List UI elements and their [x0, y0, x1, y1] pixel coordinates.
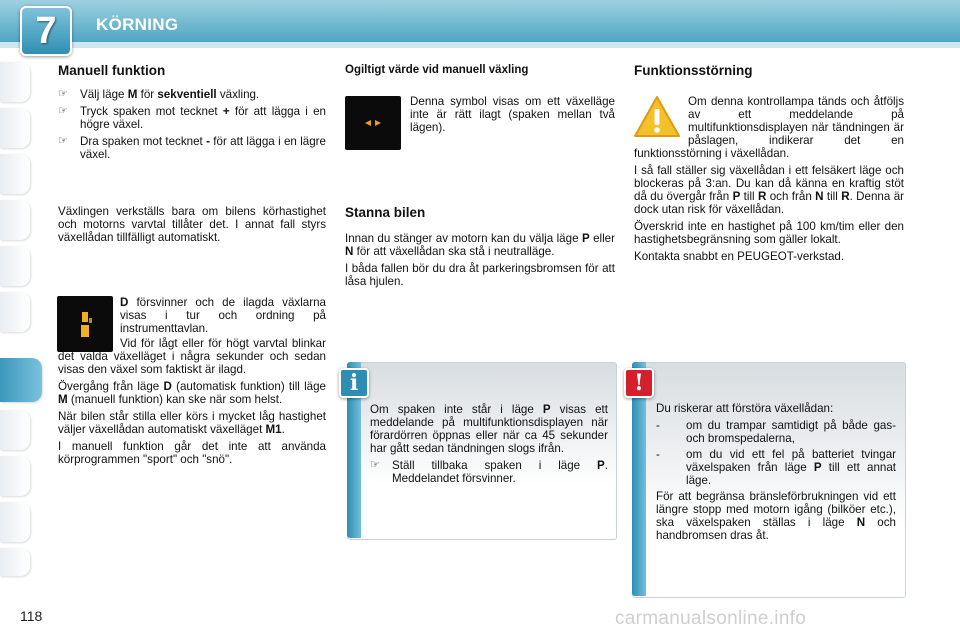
stop-paragraph: Innan du stänger av motorn kan du välja läge P eller N för att växellådan ska stå i neutralläge.: [345, 232, 615, 258]
side-tab-5[interactable]: [0, 246, 30, 286]
bold-term: P: [581, 232, 590, 245]
programs-paragraph: I manuell funktion går det inte att använda körprogrammen "sport" och "snö".: [58, 440, 326, 466]
info-bullet: [370, 459, 608, 485]
bold-term: M1: [265, 423, 282, 436]
chapter-header-strip: [0, 42, 960, 48]
bold-term: -: [206, 135, 210, 148]
info-icon: i: [339, 368, 369, 398]
hand-pointer-icon: ☞: [370, 459, 380, 471]
section-title-stop: Stanna bilen: [345, 205, 426, 220]
side-tab-1[interactable]: [0, 62, 30, 102]
dash-marker: -: [656, 448, 660, 461]
warning-list-item: [656, 448, 896, 487]
chapter-title: KÖRNING: [96, 15, 179, 34]
text-wrap-spacer: [634, 95, 688, 147]
page-number: 118: [20, 608, 43, 624]
bold-term: P: [813, 461, 822, 474]
side-tab-11[interactable]: [0, 548, 30, 576]
side-tab-3[interactable]: [0, 154, 30, 194]
malfunction-warning-paragraph: [634, 95, 904, 160]
warning-list-item: [656, 419, 896, 445]
info-bullet-text: Ställ tillbaka spaken i läge P. Meddelandet försvinner.: [392, 459, 608, 485]
invalid-symbol-text: Denna symbol visas om ett växelläge inte är rätt ilagt (spaken mellan två lägen).: [410, 95, 615, 134]
bold-term: M: [58, 393, 68, 406]
warning-item-text: om du trampar samtidigt på både gas- och bromspedalerna,: [686, 419, 896, 445]
hand-pointer-icon: ☞: [58, 105, 68, 117]
hand-pointer-icon: ☞: [58, 135, 68, 147]
chapter-number: 7: [35, 9, 57, 52]
section-title-invalid-value: Ogiltigt värde vid manuell växling: [345, 64, 529, 76]
bold-term: sekventiell: [157, 88, 217, 101]
low-speed-paragraph: När bilen står stilla eller körs i mycket låg hastighet väljer växellådan automatiskt växelläget M1.: [58, 410, 326, 436]
bullet-text: Tryck spaken mot tecknet + för att lägga i en högre växel.: [80, 105, 326, 131]
bold-term: M: [127, 88, 138, 101]
bold-term: N: [815, 190, 824, 203]
bold-term: D: [163, 380, 172, 393]
bullet-text: Dra spaken mot tecknet - för att lägga i en lägre växel.: [80, 135, 326, 161]
invalid-gear-symbol-icon: [345, 96, 401, 150]
fuel-saving-paragraph: För att begränsa bränsleförbrukningen vid ett längre stopp med motorn igång (bilköer etc.), ska växelspaken ställas i läge N och handbromsen dras åt.: [656, 490, 896, 542]
bold-term: D: [120, 296, 129, 309]
bold-term: P: [542, 403, 551, 416]
speed-limit-paragraph: Överskrid inte en hastighet på 100 km/tim eller den hastighetsbegränsning som gäller lokalt.: [634, 220, 904, 246]
side-tab-10[interactable]: [0, 502, 30, 542]
warning-item-text: om du vid ett fel på batteriet tvingar växelspaken från läge P till ett annat läge.: [686, 448, 897, 487]
bold-term: +: [222, 105, 230, 118]
manual-paragraph: Växlingen verkställs bara om bilens körhastighet och motorns varvtal tillåter det. I annat fall styrs växellådan tillfälligt automatiskt.: [58, 205, 326, 244]
mode-change-paragraph: Övergång från läge D (automatisk funktion) till läge M (manuell funktion) kan ske när som helst.: [58, 380, 326, 406]
bold-term: P: [732, 190, 741, 203]
bold-term: R: [757, 190, 767, 203]
side-tab-2[interactable]: [0, 108, 30, 148]
side-tab-active[interactable]: [0, 358, 42, 402]
bullet-item: [58, 135, 326, 161]
section-title-manual: Manuell funktion: [58, 63, 166, 78]
hand-pointer-icon: ☞: [58, 88, 68, 100]
side-tab-8[interactable]: [0, 410, 30, 450]
failsafe-paragraph: I så fall ställer sig växellådan i ett felsäkert läge och blockeras på 3:an. Du kan då känna en kraftig stöt då du övergår från P till R och från N till R. Denna är dock utan risk för växellådan.: [634, 164, 905, 216]
watermark: carmanualsonline.info: [615, 608, 807, 629]
side-tab-9[interactable]: [0, 456, 30, 496]
manual-bullet-list: [58, 88, 326, 165]
bold-term: N: [856, 516, 866, 529]
side-tab-6[interactable]: [0, 292, 30, 332]
bold-term: N: [345, 245, 354, 258]
bullet-item: [58, 105, 326, 131]
bold-term: R: [841, 190, 850, 203]
bold-term: P: [597, 459, 605, 472]
chapter-number-badge: [20, 6, 72, 56]
dash-marker: -: [656, 419, 660, 432]
exclamation-icon: !: [624, 368, 654, 398]
rpm-paragraph: Vid för lågt eller för högt varvtal blinkar det valda växelläget i några sekunder och sedan visas den växel som faktiskt är ilagd.: [58, 337, 326, 376]
side-tab-4[interactable]: [0, 200, 30, 240]
section-title-malfunction: Funktionsstörning: [634, 63, 753, 78]
gear-display-paragraph: D försvinner och de ilagda växlarna visas i tur och ordning på instrumenttavlan.: [120, 296, 326, 335]
parking-brake-paragraph: I båda fallen bör du dra åt parkeringsbromsen för att låsa hjulen.: [345, 262, 615, 288]
contact-dealer-paragraph: Kontakta snabbt en PEUGEOT-verkstad.: [634, 250, 845, 263]
bullet-item: [58, 88, 326, 101]
bullet-text: Välj läge M för sekventiell växling.: [80, 88, 260, 101]
malfunction-warning-text: Om denna kontrollampa tänds och åtföljs av ett meddelande på multifunktionsdisplayen när tändningen är påslagen, indikerar det en funktionsstörning i växellådan.: [634, 95, 904, 160]
info-paragraph: Om spaken inte står i läge P visas ett meddelande på multifunktionsdisplayen när förardörren öppnas eller när ca 45 sekunder har gått sedan tändningen slogs ifrån.: [370, 403, 608, 455]
warning-box-intro: Du riskerar att förstöra växellådan:: [656, 402, 834, 415]
